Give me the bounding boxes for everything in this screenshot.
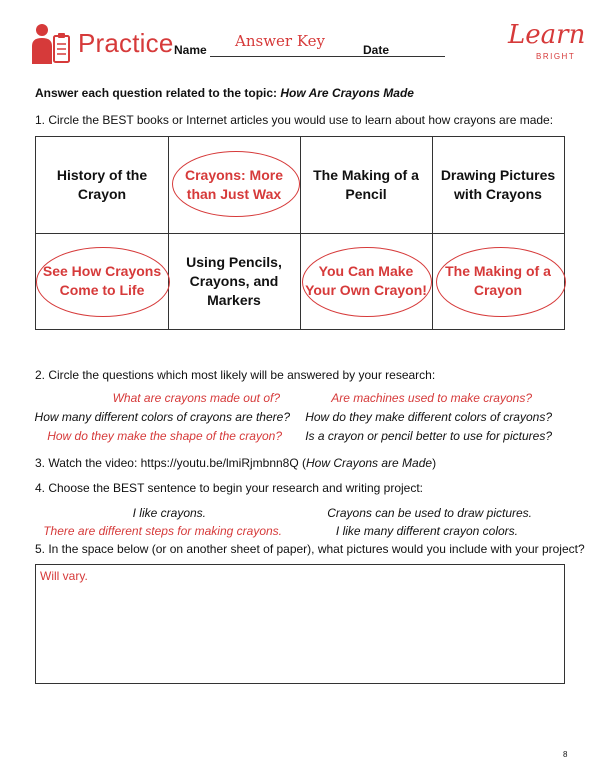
instructions: Answer each question related to the topic: How Are Crayons Made	[35, 86, 414, 100]
table-cell-circled: See How Crayons Come to Life	[42, 263, 162, 298]
table-cell: Drawing Pictures with Crayons	[440, 167, 556, 202]
practice-title: Practice	[78, 28, 174, 58]
question-5: 5. In the space below (or on another sheet of paper), what pictures would you include with your project?	[35, 542, 585, 556]
answer-circle	[36, 247, 170, 317]
q2-option: How many different colors of crayons are there?	[34, 410, 290, 424]
q2-option-circled: Are machines used to make crayons?	[331, 391, 532, 405]
resource-table	[35, 136, 565, 330]
q4-option: I like many different crayon colors.	[335, 524, 518, 538]
q4-option: Crayons can be used to draw pictures.	[327, 506, 532, 520]
worksheet-header	[30, 18, 586, 68]
table-cell: Using Pencils, Crayons, and Markers	[186, 253, 282, 308]
question-4: 4. Choose the BEST sentence to begin your research and writing project:	[35, 481, 424, 495]
question-3: 3. Watch the video: https://youtu.be/lmiRjmbnn8Q (How Crayons are Made)	[35, 456, 437, 470]
answer-box[interactable]	[35, 564, 565, 684]
question-2: 2. Circle the questions which most likely will be answered by your research:	[35, 368, 436, 382]
practice-person-icon	[30, 22, 74, 66]
learn-bright-logo: Learn BRIGHT	[508, 20, 586, 61]
q4-option-circled: There are different steps for making crayons.	[43, 524, 282, 538]
q2-option: Is a crayon or pencil better to use for pictures?	[305, 429, 552, 443]
name-label: Name	[174, 43, 207, 57]
table-cell-circled: Crayons: More than Just Wax	[184, 167, 284, 202]
table-cell-circled: You Can Make Your Own Crayon!	[305, 263, 427, 298]
table-cell: The Making of a Pencil	[313, 167, 419, 202]
answer-circle	[302, 247, 432, 317]
table-cell-circled: The Making of a Crayon	[445, 263, 551, 298]
question-1: 1. Circle the BEST books or Internet articles you would use to learn about how crayons are made:	[35, 113, 554, 127]
q2-option-circled: What are crayons made out of?	[112, 391, 280, 405]
topic: How Are Crayons Made	[280, 86, 414, 100]
answer-key-text: Answer Key	[235, 32, 325, 50]
q2-option: How do they make different colors of crayons?	[305, 410, 552, 424]
q4-option: I like crayons.	[132, 506, 206, 520]
answer-circle	[436, 247, 566, 317]
page-number: 8	[563, 750, 568, 759]
date-label: Date	[363, 43, 390, 57]
table-cell: History of the Crayon	[56, 167, 148, 202]
answer-text: Will vary.	[40, 569, 88, 583]
answer-circle	[172, 151, 300, 217]
q2-option-circled: How do they make the shape of the crayon?	[47, 429, 282, 443]
date-line	[390, 56, 445, 57]
